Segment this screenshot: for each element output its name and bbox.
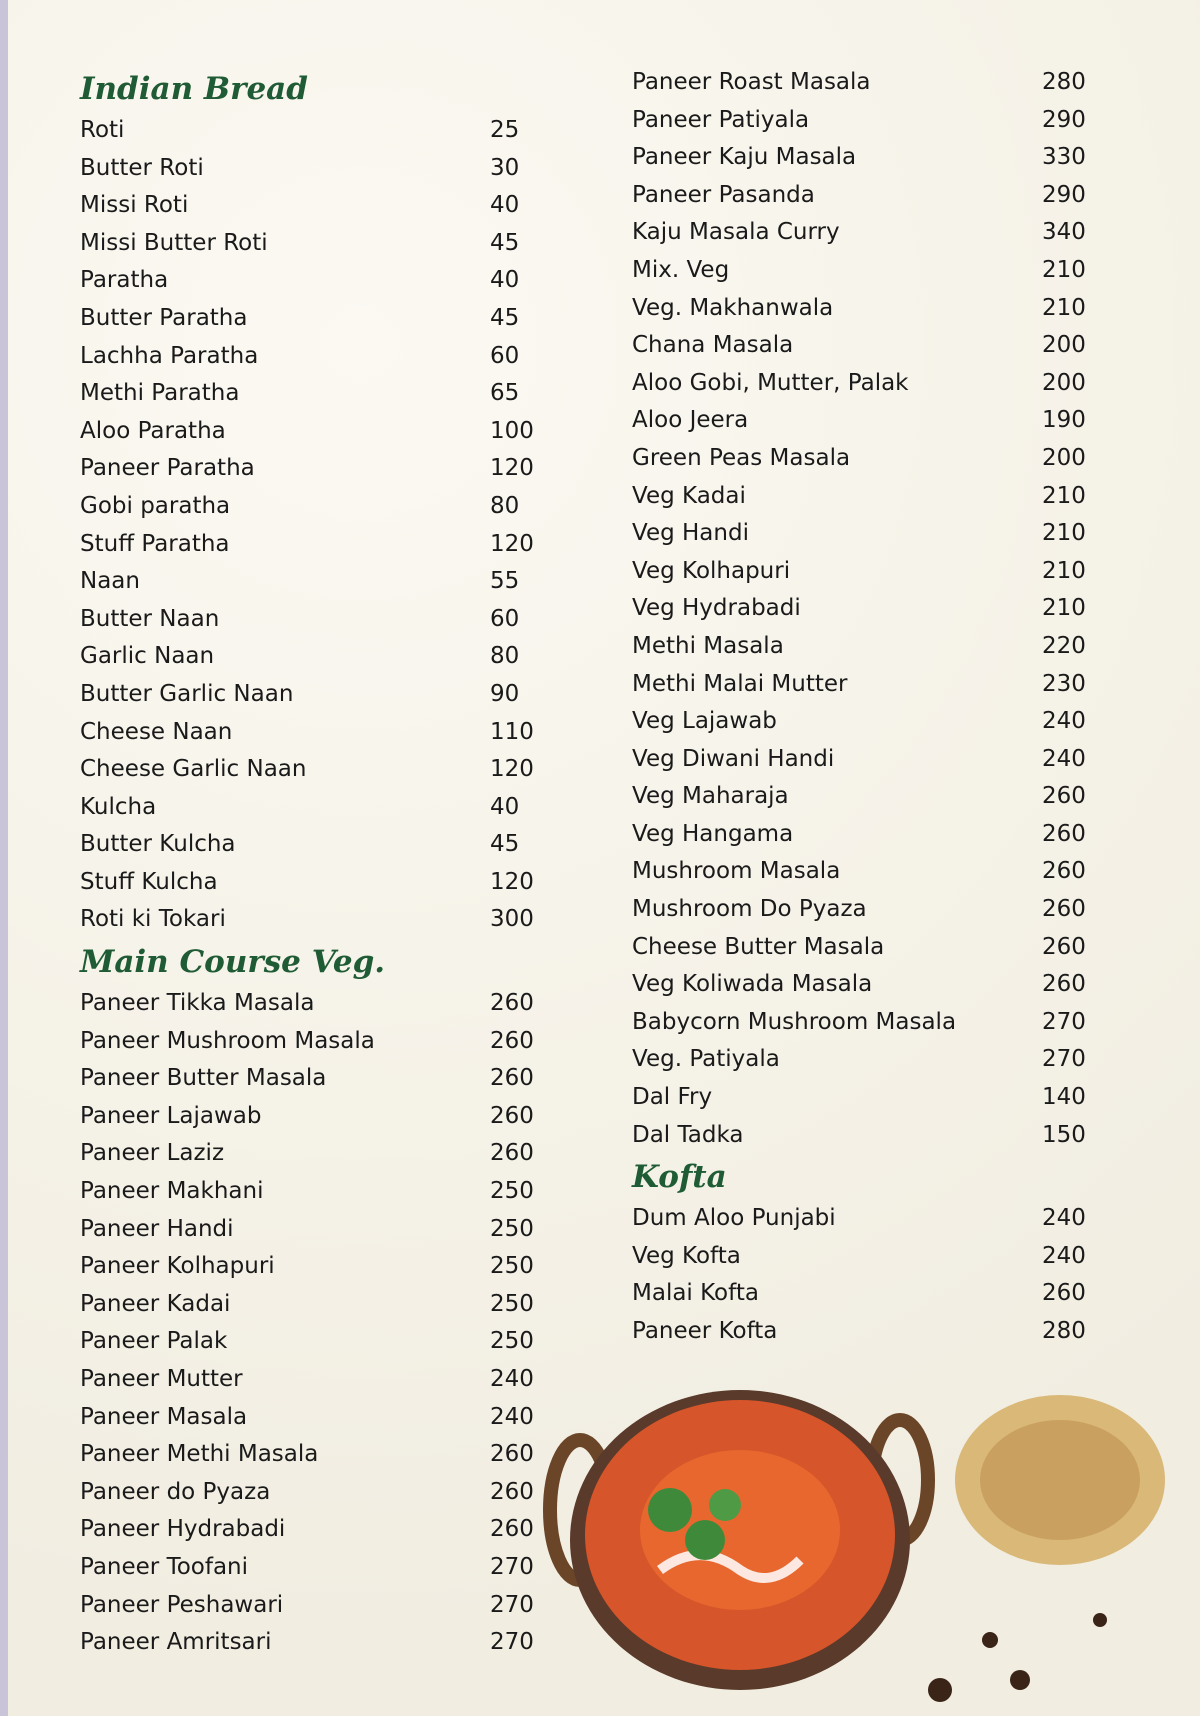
item-price: 200 — [1042, 444, 1086, 471]
menu-item — [80, 901, 550, 939]
item-price: 240 — [1042, 1205, 1086, 1232]
menu-item — [80, 1323, 550, 1361]
item-name: Paneer do Pyaza — [80, 1478, 271, 1505]
item-name: Mushroom Masala — [632, 858, 841, 885]
item-name: Paneer Palak — [80, 1328, 228, 1355]
item-price: 120 — [490, 455, 534, 482]
item-name: Missi Roti — [80, 192, 189, 219]
menu-item — [632, 1238, 1102, 1276]
menu-item — [80, 1361, 550, 1399]
menu-item — [80, 375, 550, 413]
item-price: 290 — [1042, 181, 1086, 208]
item-name: Roti ki Tokari — [80, 906, 226, 933]
menu-item — [80, 1624, 550, 1662]
menu-item — [632, 1079, 1102, 1117]
menu-item — [632, 290, 1102, 328]
menu-item — [632, 1041, 1102, 1079]
item-name: Dal Fry — [632, 1084, 713, 1111]
menu-item — [80, 225, 550, 263]
left-column — [80, 66, 550, 1662]
item-name: Paneer Mutter — [80, 1366, 243, 1392]
item-name: Paneer Handi — [80, 1215, 234, 1242]
item-price: 200 — [1042, 332, 1086, 359]
item-name: Veg Handi — [632, 520, 749, 547]
item-price: 260 — [1042, 896, 1086, 923]
item-name: Paneer Laziz — [80, 1140, 225, 1167]
item-price: 340 — [1042, 219, 1086, 246]
menu-item — [632, 929, 1102, 967]
menu-item — [632, 1200, 1102, 1238]
item-name: Veg Diwani Handi — [632, 745, 835, 772]
item-name: Cheese Butter Masala — [632, 933, 885, 960]
item-name: Butter Paratha — [80, 304, 248, 331]
item-price: 250 — [490, 1178, 534, 1205]
item-price: 260 — [1042, 971, 1086, 998]
item-price: 270 — [490, 1629, 534, 1656]
menu-item — [80, 187, 550, 225]
item-price: 260 — [490, 1065, 534, 1092]
item-price: 210 — [1042, 520, 1086, 547]
item-name: Veg Lajawab — [632, 708, 777, 735]
menu-item — [632, 816, 1102, 854]
item-price: 190 — [1042, 407, 1086, 434]
menu-item — [632, 327, 1102, 365]
item-name: Kaju Masala Curry — [632, 219, 840, 246]
item-name: Paneer Tikka Masala — [80, 990, 315, 1017]
menu-item — [80, 826, 550, 864]
item-name: Naan — [80, 568, 140, 595]
curry-bowl-image — [540, 1390, 1200, 1716]
item-price: 300 — [490, 906, 534, 933]
item-price: 220 — [1042, 632, 1086, 659]
item-price: 140 — [1042, 1084, 1086, 1111]
item-name: Veg Kadai — [632, 482, 746, 509]
menu-item — [632, 853, 1102, 891]
item-name: Paneer Toofani — [80, 1553, 249, 1580]
item-price: 90 — [490, 680, 520, 707]
menu-item — [80, 450, 550, 488]
item-price: 260 — [490, 1478, 534, 1505]
menu-item — [80, 563, 550, 601]
item-price: 60 — [490, 605, 520, 632]
item-price: 260 — [490, 1102, 534, 1129]
item-name: Chana Masala — [632, 332, 794, 359]
menu-item — [80, 150, 550, 188]
item-price: 260 — [1042, 933, 1086, 960]
menu-item — [632, 365, 1102, 403]
item-name: Dal Tadka — [632, 1121, 744, 1148]
item-price: 240 — [490, 1403, 534, 1430]
menu-item — [80, 1135, 550, 1173]
item-price: 65 — [490, 380, 520, 407]
item-price: 260 — [490, 1027, 534, 1054]
menu-item — [80, 1248, 550, 1286]
item-price: 120 — [490, 530, 534, 557]
item-name: Paneer Methi Masala — [80, 1441, 319, 1468]
item-price: 260 — [1042, 1280, 1086, 1307]
item-price: 260 — [1042, 858, 1086, 885]
menu-item — [632, 703, 1102, 741]
menu-item — [80, 262, 550, 300]
item-name: Veg Kolhapuri — [632, 557, 791, 584]
item-name: Garlic Naan — [80, 643, 215, 670]
menu-item — [80, 1286, 550, 1324]
item-price: 260 — [1042, 820, 1086, 847]
item-price: 280 — [1042, 1318, 1086, 1344]
item-price: 260 — [490, 1441, 534, 1468]
section-heading: Main Course Veg. — [80, 944, 386, 981]
item-name: Green Peas Masala — [632, 444, 851, 471]
item-name: Paneer Roast Masala — [632, 69, 871, 95]
menu-item — [80, 1023, 550, 1061]
right-column — [632, 64, 1102, 1351]
item-name: Paneer Kadai — [80, 1290, 231, 1317]
item-price: 240 — [1042, 708, 1086, 735]
item-name: Butter Roti — [80, 154, 204, 181]
menu-item — [632, 966, 1102, 1004]
item-name: Paneer Patiyala — [632, 106, 810, 133]
menu-item — [80, 1211, 550, 1249]
item-name: Paneer Masala — [80, 1403, 248, 1430]
item-price: 200 — [1042, 369, 1086, 396]
item-price: 40 — [490, 192, 520, 219]
item-price: 210 — [1042, 482, 1086, 509]
item-name: Veg. Patiyala — [632, 1046, 780, 1073]
item-name: Methi Paratha — [80, 380, 240, 407]
item-name: Paneer Kaju Masala — [632, 144, 857, 171]
menu-item — [80, 1399, 550, 1437]
item-price: 30 — [490, 154, 520, 181]
item-price: 60 — [490, 342, 520, 369]
item-price: 240 — [1042, 745, 1086, 772]
item-name: Cheese Garlic Naan — [80, 756, 307, 783]
item-name: Missi Butter Roti — [80, 229, 268, 256]
item-price: 270 — [490, 1591, 534, 1618]
item-price: 330 — [1042, 144, 1086, 171]
item-name: Veg Kofta — [632, 1242, 741, 1269]
item-name: Aloo Jeera — [632, 407, 749, 434]
item-price: 290 — [1042, 106, 1086, 133]
menu-item — [80, 638, 550, 676]
item-price: 260 — [490, 990, 534, 1017]
menu-item — [632, 741, 1102, 779]
item-name: Methi Masala — [632, 632, 784, 659]
item-price: 45 — [490, 831, 520, 858]
menu-item — [80, 1511, 550, 1549]
item-price: 260 — [490, 1140, 534, 1167]
menu-item — [80, 714, 550, 752]
menu-item — [80, 751, 550, 789]
menu-item — [80, 526, 550, 564]
menu-item — [80, 1587, 550, 1625]
item-name: Veg Maharaja — [632, 783, 789, 810]
menu-item — [632, 1275, 1102, 1313]
item-name: Veg Hydrabadi — [632, 595, 801, 622]
menu-item — [632, 891, 1102, 929]
menu-item — [80, 789, 550, 827]
item-price: 210 — [1042, 557, 1086, 584]
item-price: 250 — [490, 1215, 534, 1242]
menu-item — [632, 778, 1102, 816]
item-name: Paratha — [80, 267, 169, 294]
item-price: 120 — [490, 756, 534, 783]
item-name: Paneer Kofta — [632, 1318, 778, 1344]
menu-item — [80, 864, 550, 902]
item-price: 100 — [490, 417, 534, 444]
item-price: 240 — [490, 1366, 534, 1392]
menu-item — [632, 64, 1102, 102]
menu-item — [632, 402, 1102, 440]
menu-item — [632, 553, 1102, 591]
item-name: Gobi paratha — [80, 492, 231, 519]
menu-item — [80, 338, 550, 376]
menu-item — [80, 985, 550, 1023]
item-price: 230 — [1042, 670, 1086, 697]
item-name: Paneer Pasanda — [632, 181, 815, 208]
item-name: Paneer Lajawab — [80, 1102, 262, 1129]
item-price: 240 — [1042, 1242, 1086, 1269]
menu-item — [80, 413, 550, 451]
menu-item — [632, 666, 1102, 704]
item-price: 250 — [490, 1328, 534, 1355]
item-name: Paneer Paratha — [80, 455, 255, 482]
menu-item — [80, 1060, 550, 1098]
item-name: Methi Malai Mutter — [632, 670, 848, 697]
item-price: 45 — [490, 304, 520, 331]
item-name: Paneer Makhani — [80, 1178, 264, 1205]
item-price: 25 — [490, 117, 520, 143]
section-heading: Kofta — [632, 1159, 727, 1196]
menu-item — [632, 515, 1102, 553]
item-price: 150 — [1042, 1121, 1086, 1148]
item-name: Veg. Makhanwala — [632, 294, 834, 321]
item-price: 110 — [490, 718, 534, 745]
menu-item — [80, 488, 550, 526]
item-price: 270 — [490, 1553, 534, 1580]
menu-item — [80, 1549, 550, 1587]
item-name: Paneer Hydrabadi — [80, 1516, 286, 1543]
menu-item — [80, 1474, 550, 1512]
item-name: Paneer Peshawari — [80, 1591, 284, 1618]
item-price: 40 — [490, 267, 520, 294]
item-price: 80 — [490, 643, 520, 670]
item-price: 55 — [490, 568, 520, 595]
menu-item — [632, 102, 1102, 140]
menu-item — [80, 112, 550, 150]
item-name: Paneer Butter Masala — [80, 1065, 327, 1092]
item-name: Babycorn Mushroom Masala — [632, 1008, 957, 1035]
item-name: Paneer Mushroom Masala — [80, 1027, 375, 1054]
item-price: 260 — [490, 1516, 534, 1543]
item-name: Lachha Paratha — [80, 342, 259, 369]
menu-item — [80, 1098, 550, 1136]
item-name: Butter Garlic Naan — [80, 680, 294, 707]
item-name: Mushroom Do Pyaza — [632, 896, 867, 923]
item-name: Cheese Naan — [80, 718, 233, 745]
menu-item — [80, 1173, 550, 1211]
menu-item — [632, 478, 1102, 516]
item-name: Butter Naan — [80, 605, 220, 632]
item-price: 250 — [490, 1253, 534, 1280]
item-name: Paneer Kolhapuri — [80, 1253, 275, 1280]
item-price: 250 — [490, 1290, 534, 1317]
item-name: Butter Kulcha — [80, 831, 236, 858]
item-price: 120 — [490, 868, 534, 895]
menu-item — [632, 440, 1102, 478]
item-price: 270 — [1042, 1046, 1086, 1073]
item-name: Dum Aloo Punjabi — [632, 1205, 836, 1232]
item-name: Veg Koliwada Masala — [632, 971, 873, 998]
item-price: 210 — [1042, 595, 1086, 622]
section-heading: Indian Bread — [80, 71, 308, 107]
menu-item — [80, 300, 550, 338]
item-name: Roti — [80, 117, 125, 143]
item-name: Aloo Gobi, Mutter, Palak — [632, 369, 909, 396]
menu-item — [80, 1436, 550, 1474]
paratha-image — [955, 1395, 1165, 1565]
item-price: 80 — [490, 492, 520, 519]
menu-item — [632, 252, 1102, 290]
item-price: 210 — [1042, 294, 1086, 321]
page-edge — [0, 0, 8, 1716]
menu-item — [632, 177, 1102, 215]
item-price: 210 — [1042, 256, 1086, 283]
item-name: Veg Hangama — [632, 820, 794, 847]
item-name: Paneer Amritsari — [80, 1629, 272, 1656]
item-name: Kulcha — [80, 793, 157, 820]
menu-item — [632, 1313, 1102, 1351]
item-price: 280 — [1042, 69, 1086, 95]
menu-item — [632, 590, 1102, 628]
menu-item — [632, 628, 1102, 666]
menu-item — [80, 601, 550, 639]
menu-item — [632, 1117, 1102, 1155]
item-name: Malai Kofta — [632, 1280, 759, 1307]
item-name: Mix. Veg — [632, 256, 730, 283]
item-name: Aloo Paratha — [80, 417, 226, 444]
item-name: Stuff Paratha — [80, 530, 230, 557]
menu-item — [632, 139, 1102, 177]
item-price: 260 — [1042, 783, 1086, 810]
menu-item — [80, 676, 550, 714]
item-price: 40 — [490, 793, 520, 820]
item-price: 45 — [490, 229, 520, 256]
item-name: Stuff Kulcha — [80, 868, 218, 895]
item-price: 270 — [1042, 1008, 1086, 1035]
menu-item — [632, 1004, 1102, 1042]
menu-item — [632, 214, 1102, 252]
